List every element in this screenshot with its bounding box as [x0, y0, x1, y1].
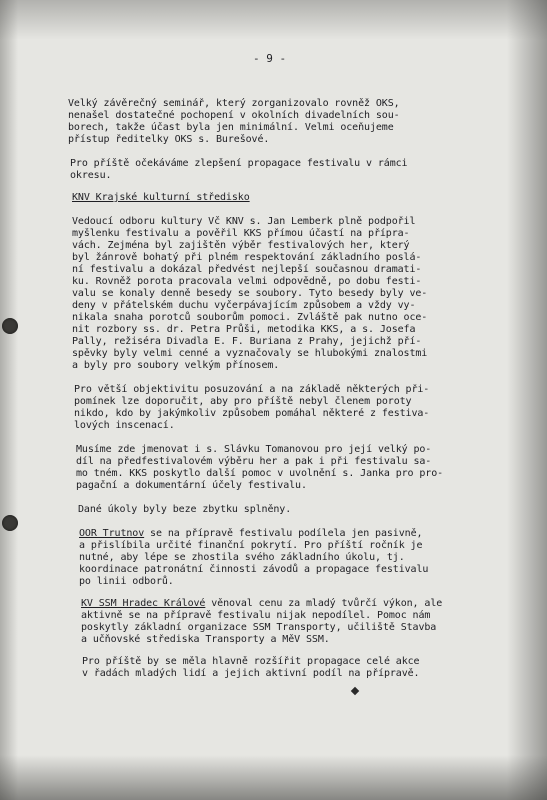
- paragraph-3-line: Vedoucí odboru kultury Vč KNV s. Jan Lemberk plně podpořil: [72, 216, 416, 227]
- paragraph-8-line: aktivně se na přípravě festivalu nijak nepodílel. Pomoc nám: [81, 610, 431, 621]
- page-number: - 9 -: [253, 52, 287, 65]
- paragraph-3-line: myšlenku festivalu a pověřil KKS přímou účastí na přípra-: [72, 228, 410, 239]
- paragraph-3-line: vách. Zejména byl zajištěn výběr festivalových her, který: [72, 240, 410, 251]
- section-heading: KNV Krajské kulturní středisko: [72, 192, 250, 203]
- paragraph-7-line: koordinace patronátní činnosti závodů a propagace festivalu: [79, 564, 429, 575]
- paragraph-7-first-line-rest: se na přípravě festivalu podílela jen pasivně,: [144, 528, 423, 539]
- paragraph-3-line: deny v přátelském duchu vyčerpávajícím způsobem a vždy vy-: [72, 300, 416, 311]
- paragraph-9-line: v řadách mladých lidí a jejich aktivní podíl na přípravě.: [82, 668, 420, 679]
- paragraph-3-line: nit rozbory ss. dr. Petra Průši, metodika KKS, a s. Josefa: [72, 324, 416, 335]
- paragraph-8-first-line: [81, 598, 442, 610]
- paragraph-7-first-line: [79, 528, 422, 540]
- organization-name-oor: OOR Trutnov: [79, 528, 145, 539]
- paragraph-2-line: Pro příště očekáváme zlepšení propagace festivalu v rámci: [70, 158, 408, 169]
- paragraph-8-first-line-rest: věnoval cenu za mladý tvůrčí výkon, ale: [205, 598, 443, 609]
- paragraph-1-line: přístup ředitelky OKS s. Burešové.: [68, 134, 270, 145]
- paragraph-5-line: pagační a dokumentární účely festivalu.: [76, 480, 307, 491]
- paragraph-1-line: borech, takže účast byla jen minimální. Velmi oceňujeme: [68, 122, 394, 133]
- paragraph-5-line: Musíme zde jmenovat i s. Slávku Tomanovou pro její velký po-: [76, 444, 432, 455]
- page-shadow-left: [0, 0, 18, 800]
- paragraph-8-line: a učňovské střediska Transporty a MěV SSM.: [81, 634, 330, 645]
- paragraph-2-line: okresu.: [70, 170, 112, 181]
- punch-hole-lower: [2, 515, 18, 531]
- paragraph-4-line: nikdo, kdo by jakýmkoliv způsobem pomáhal některé z festiva-: [74, 408, 430, 419]
- paragraph-3-line: spěvky byly velmi cenné a vyznačovaly se hlubokými znalostmi: [72, 348, 428, 359]
- page-shadow-top: [0, 0, 547, 40]
- paragraph-6: Dané úkoly byly beze zbytku splněny.: [78, 504, 292, 515]
- paragraph-3-line: ní festivalu a dokázal předvést nejlepší současnou dramati-: [72, 264, 422, 275]
- paragraph-3-line: valu se konaly denně besedy se soubory. Tyto besedy byly ve-: [72, 288, 428, 299]
- paragraph-3-line: Pally, režiséra Divadla E. F. Buriana z Prahy, jejichž pří-: [72, 336, 422, 347]
- paragraph-1-line: nenašel dostatečné pochopení v okolních divadelních sou-: [68, 110, 400, 121]
- paragraph-5-line: mo tném. KKS poskytlo další pomoc v uvolnění s. Janka pro pro-: [76, 468, 444, 479]
- paragraph-1-line: Velký závěrečný seminář, který zorganizovalo rovněž OKS,: [68, 98, 400, 109]
- paragraph-7-line: nutné, aby lépe se zhostila svého základního úkolu, tj.: [79, 552, 405, 563]
- paragraph-8-line: poskytly základní organizace SSM Transporty, učiliště Stavba: [81, 622, 437, 633]
- page-shadow-bottom: [0, 755, 547, 800]
- organization-name-kv-ssm: KV SSM Hradec Králové: [81, 598, 206, 609]
- paragraph-4-line: lových inscenací.: [74, 420, 175, 431]
- paragraph-3-line: a byly pro soubory velkým přínosem.: [72, 360, 280, 371]
- punch-hole-upper: [2, 318, 18, 334]
- paragraph-4-line: Pro větší objektivitu posuzování a na základě některých při-: [74, 384, 430, 395]
- ink-mark: [351, 687, 359, 695]
- paragraph-3-line: nikala snaha porotců souborům pomoci. Zvláště pak nutno oce-: [72, 312, 428, 323]
- paragraph-3-line: byl žánrově bohatý při plném respektování základního poslá-: [72, 252, 422, 263]
- paragraph-3-line: ku. Rovněž porota pracovala velmi odpovědně, po dobu festi-: [72, 276, 422, 287]
- paragraph-9-line: Pro příště by se měla hlavně rozšířit propagace celé akce: [82, 656, 420, 667]
- paragraph-4-line: pomínek lze doporučit, aby pro příště nebyl členem poroty: [74, 396, 412, 407]
- paragraph-7-line: po linii odborů.: [79, 576, 174, 587]
- paragraph-7-line: a přislíbila určité finanční pokrytí. Pro příští ročník je: [79, 540, 423, 551]
- paragraph-5-line: díl na předfestivalovém výběru her a pak i při festivalu sa-: [76, 456, 432, 467]
- page-shadow-right: [507, 0, 547, 800]
